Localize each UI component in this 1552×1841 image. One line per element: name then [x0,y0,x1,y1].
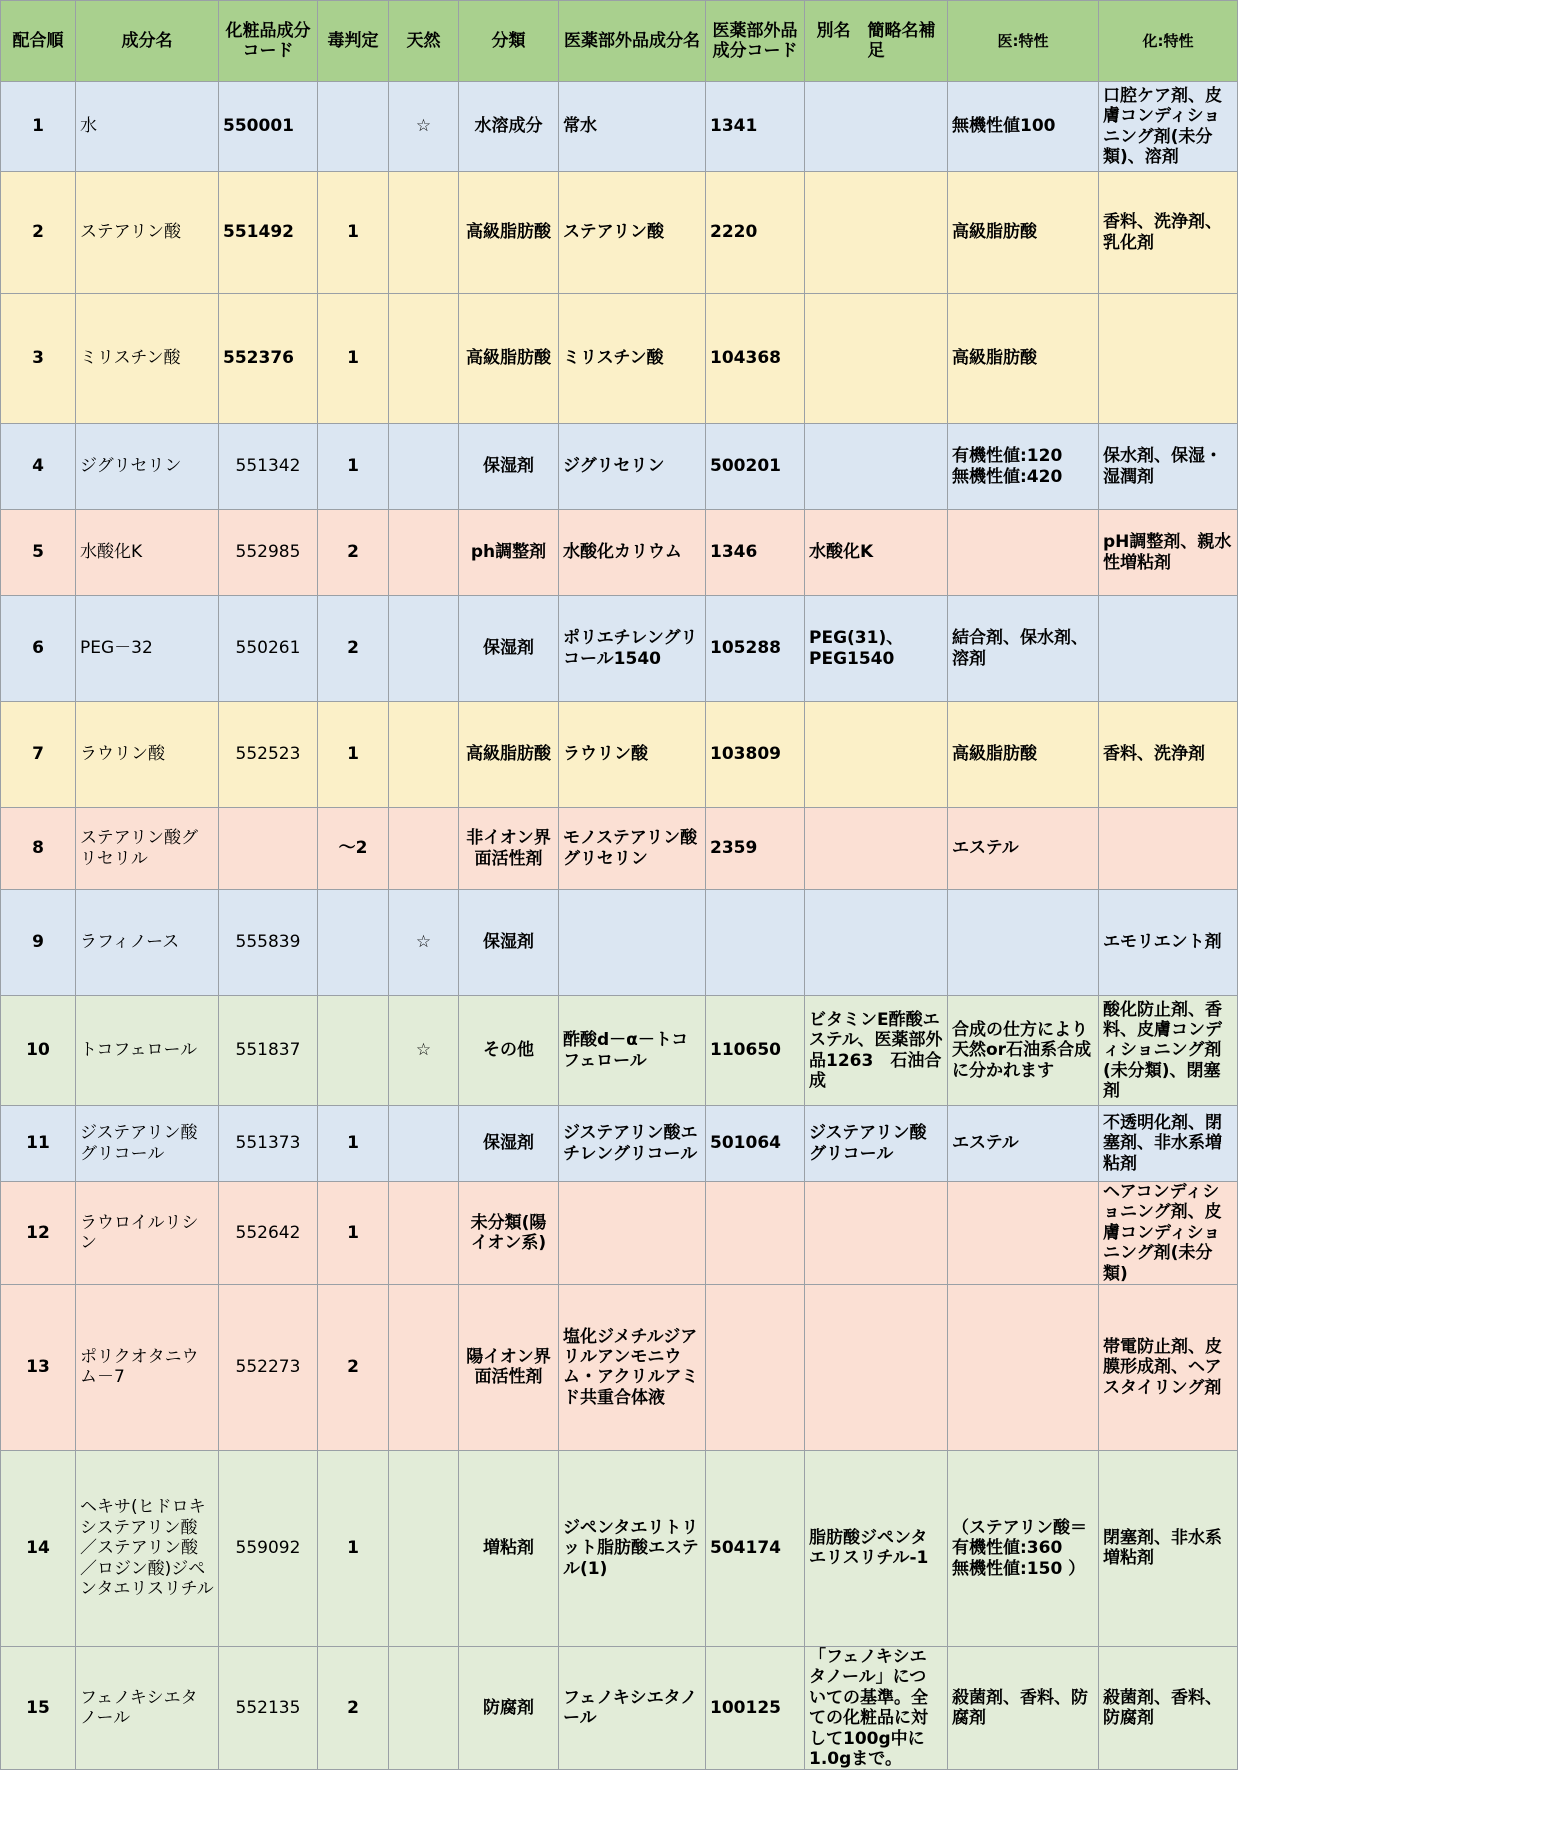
cell-alias[interactable] [805,808,948,890]
cell-quasi-drug-name[interactable]: 水酸化カリウム [559,510,706,596]
cell-category[interactable]: 高級脂肪酸 [459,172,559,294]
table-row [1,1106,1238,1182]
cell-quasi-drug-name[interactable]: 酢酸d－α－トコフェロール [559,996,706,1106]
cell-quasi-drug-name[interactable]: ジステアリン酸エチレングリコール [559,1106,706,1182]
cell-alias[interactable]: PEG(31)、PEG1540 [805,596,948,702]
cell-quasi-drug-code[interactable]: 1341 [706,82,805,172]
cell-quasi-drug-code[interactable]: 500201 [706,424,805,510]
cell-order[interactable]: 4 [1,424,76,510]
cell-ingredient-name[interactable]: PEG－32 [76,596,219,702]
cell-ingredient-name[interactable]: ミリスチン酸 [76,294,219,424]
cell-quasi-drug-name[interactable]: ジグリセリン [559,424,706,510]
cell-alias[interactable]: 「フェノキシエタノール」についての基準。全ての化粧品に対して100g中に1.0gまで。 [805,1646,948,1769]
cell-natural[interactable]: ☆ [389,996,459,1106]
header-row [1,1,1238,82]
cell-cosmetic-code[interactable]: 552985 [219,510,318,596]
cell-natural[interactable] [389,1450,459,1646]
cell-quasi-drug-name[interactable]: ミリスチン酸 [559,294,706,424]
table-row [1,1284,1238,1450]
cell-med-property[interactable]: 高級脂肪酸 [948,172,1099,294]
cell-category[interactable]: 保湿剤 [459,1106,559,1182]
cell-natural[interactable] [389,424,459,510]
cell-cos-property[interactable]: 口腔ケア剤、皮膚コンディショニング剤(未分類)、溶剤 [1099,82,1238,172]
cell-order[interactable]: 2 [1,172,76,294]
cell-cos-property[interactable] [1099,294,1238,424]
cell-ingredient-name[interactable]: トコフェロール [76,996,219,1106]
cell-cosmetic-code[interactable] [219,808,318,890]
header-med-property[interactable]: 医:特性 [948,1,1099,82]
cell-natural[interactable] [389,294,459,424]
cell-category[interactable]: ph調整剤 [459,510,559,596]
cell-quasi-drug-code[interactable]: 103809 [706,702,805,808]
cell-category[interactable]: 高級脂肪酸 [459,702,559,808]
cell-toxicity[interactable]: 2 [318,510,389,596]
table-row [1,890,1238,996]
cell-toxicity[interactable]: 1 [318,294,389,424]
cell-quasi-drug-name[interactable]: ラウリン酸 [559,702,706,808]
cell-quasi-drug-name[interactable]: モノステアリン酸グリセリン [559,808,706,890]
cell-natural[interactable] [389,172,459,294]
cell-category[interactable]: 保湿剤 [459,890,559,996]
cell-ingredient-name[interactable]: ラフィノース [76,890,219,996]
cell-alias[interactable] [805,890,948,996]
cell-category[interactable]: 防腐剤 [459,1646,559,1769]
header-cosmetic-code[interactable]: 化粧品成分コード [219,1,318,82]
cell-ingredient-name[interactable]: 水 [76,82,219,172]
table-row [1,82,1238,172]
cell-toxicity[interactable]: 1 [318,1450,389,1646]
cell-quasi-drug-code[interactable] [706,1182,805,1285]
header-order[interactable]: 配合順 [1,1,76,82]
cell-order[interactable]: 7 [1,702,76,808]
table-row [1,1182,1238,1285]
cell-quasi-drug-name[interactable]: 常水 [559,82,706,172]
table-row [1,1450,1238,1646]
cell-med-property[interactable] [948,510,1099,596]
cell-order[interactable]: 12 [1,1182,76,1285]
cell-ingredient-name[interactable]: ヘキサ(ヒドロキシステアリン酸／ステアリン酸／ロジン酸)ジペンタエリスリチル [76,1450,219,1646]
cell-cos-property[interactable]: 帯電防止剤、皮膜形成剤、ヘアスタイリング剤 [1099,1284,1238,1450]
cell-ingredient-name[interactable]: ラウリン酸 [76,702,219,808]
table-row [1,596,1238,702]
cell-alias[interactable]: 水酸化K [805,510,948,596]
cell-ingredient-name[interactable]: フェノキシエタノール [76,1646,219,1769]
cell-natural[interactable] [389,1182,459,1285]
cell-alias[interactable]: 脂肪酸ジペンタエリスリチル-1 [805,1450,948,1646]
cell-ingredient-name[interactable]: ポリクオタニウム－7 [76,1284,219,1450]
header-natural[interactable]: 天然 [389,1,459,82]
cell-cos-property[interactable] [1099,808,1238,890]
cell-quasi-drug-code[interactable] [706,890,805,996]
cell-cos-property[interactable]: 酸化防止剤、香料、皮膚コンディショニング剤(未分類)、閉塞剤 [1099,996,1238,1106]
cell-med-property[interactable]: 高級脂肪酸 [948,294,1099,424]
cell-natural[interactable] [389,510,459,596]
cell-category[interactable]: 保湿剤 [459,596,559,702]
header-quasi-drug-name[interactable]: 医薬部外品成分名 [559,1,706,82]
cell-cosmetic-code[interactable]: 550261 [219,596,318,702]
table-row [1,294,1238,424]
cell-natural[interactable] [389,1646,459,1769]
table-row [1,702,1238,808]
cell-toxicity[interactable]: 1 [318,424,389,510]
cell-cosmetic-code[interactable]: 552273 [219,1284,318,1450]
cell-ingredient-name[interactable]: 水酸化K [76,510,219,596]
cell-order[interactable]: 3 [1,294,76,424]
cell-category[interactable]: 非イオン界面活性剤 [459,808,559,890]
cell-cos-property[interactable]: 保水剤、保湿・湿潤剤 [1099,424,1238,510]
cell-natural[interactable] [389,808,459,890]
cell-alias[interactable] [805,172,948,294]
cell-cos-property[interactable]: pH調整剤、親水性増粘剤 [1099,510,1238,596]
cell-cosmetic-code[interactable]: 552642 [219,1182,318,1285]
cell-ingredient-name[interactable]: ステアリン酸 [76,172,219,294]
cell-toxicity[interactable]: 1 [318,702,389,808]
cell-category[interactable]: 保湿剤 [459,424,559,510]
cell-cosmetic-code[interactable]: 552376 [219,294,318,424]
cell-toxicity[interactable]: 2 [318,1284,389,1450]
cell-quasi-drug-name[interactable]: ポリエチレングリコール1540 [559,596,706,702]
cell-order[interactable]: 1 [1,82,76,172]
header-ingredient-name[interactable]: 成分名 [76,1,219,82]
cell-med-property[interactable]: 結合剤、保水剤、溶剤 [948,596,1099,702]
cell-med-property[interactable]: 殺菌剤、香料、防腐剤 [948,1646,1099,1769]
header-toxicity[interactable]: 毒判定 [318,1,389,82]
cell-toxicity[interactable]: ～2 [318,808,389,890]
table-row [1,996,1238,1106]
cell-cosmetic-code[interactable]: 552523 [219,702,318,808]
cell-med-property[interactable]: エステル [948,1106,1099,1182]
cell-natural[interactable]: ☆ [389,890,459,996]
cell-quasi-drug-name[interactable]: ジペンタエリトリット脂肪酸エステル(1) [559,1450,706,1646]
cell-med-property[interactable]: 合成の仕方により天然or石油系合成に分かれます [948,996,1099,1106]
cell-toxicity[interactable]: 2 [318,596,389,702]
cell-ingredient-name[interactable]: ステアリン酸グリセリル [76,808,219,890]
cell-quasi-drug-code[interactable]: 2220 [706,172,805,294]
table-body [1,82,1238,1770]
cell-order[interactable]: 13 [1,1284,76,1450]
cell-toxicity[interactable] [318,82,389,172]
cell-alias[interactable] [805,82,948,172]
cell-order[interactable]: 5 [1,510,76,596]
cell-cosmetic-code[interactable]: 551492 [219,172,318,294]
cell-order[interactable]: 9 [1,890,76,996]
cell-cos-property[interactable] [1099,596,1238,702]
cell-cosmetic-code[interactable]: 559092 [219,1450,318,1646]
cell-alias[interactable] [805,1182,948,1285]
cell-cos-property[interactable]: 香料、洗浄剤 [1099,702,1238,808]
cell-order[interactable]: 6 [1,596,76,702]
cell-ingredient-name[interactable]: ジグリセリン [76,424,219,510]
cell-toxicity[interactable]: 1 [318,1106,389,1182]
cell-order[interactable]: 8 [1,808,76,890]
cell-order[interactable]: 15 [1,1646,76,1769]
cell-toxicity[interactable]: 1 [318,1182,389,1285]
cell-quasi-drug-code[interactable]: 105288 [706,596,805,702]
cell-med-property[interactable]: （ステアリン酸＝有機性値:360 無機性値:150 ） [948,1450,1099,1646]
cell-quasi-drug-code[interactable]: 501064 [706,1106,805,1182]
cell-cos-property[interactable]: エモリエント剤 [1099,890,1238,996]
header-quasi-drug-code[interactable]: 医薬部外品成分コード [706,1,805,82]
table-row [1,424,1238,510]
cell-quasi-drug-code[interactable]: 2359 [706,808,805,890]
cell-quasi-drug-code[interactable]: 104368 [706,294,805,424]
cell-order[interactable]: 14 [1,1450,76,1646]
cell-alias[interactable] [805,1284,948,1450]
cell-natural[interactable] [389,702,459,808]
cell-category[interactable]: 陽イオン界面活性剤 [459,1284,559,1450]
cell-quasi-drug-name[interactable] [559,890,706,996]
cell-cosmetic-code[interactable]: 552135 [219,1646,318,1769]
header-cos-property[interactable]: 化:特性 [1099,1,1238,82]
cell-quasi-drug-code[interactable]: 110650 [706,996,805,1106]
cell-quasi-drug-code[interactable]: 1346 [706,510,805,596]
cell-med-property[interactable]: 有機性値:120 無機性値:420 [948,424,1099,510]
cell-ingredient-name[interactable]: ラウロイルリシン [76,1182,219,1285]
table-row [1,1646,1238,1769]
cell-med-property[interactable] [948,890,1099,996]
cell-alias[interactable]: ビタミンE酢酸エステル、医薬部外品1263 石油合成 [805,996,948,1106]
cell-alias[interactable] [805,294,948,424]
cell-category[interactable]: 高級脂肪酸 [459,294,559,424]
cell-alias[interactable]: ジステアリン酸グリコール [805,1106,948,1182]
cell-cos-property[interactable]: 不透明化剤、閉塞剤、非水系増粘剤 [1099,1106,1238,1182]
cell-cosmetic-code[interactable]: 550001 [219,82,318,172]
cell-cosmetic-code[interactable]: 551373 [219,1106,318,1182]
table-row [1,172,1238,294]
cell-order[interactable]: 11 [1,1106,76,1182]
cell-cosmetic-code[interactable]: 551342 [219,424,318,510]
cell-category[interactable]: 水溶成分 [459,82,559,172]
cell-cos-property[interactable]: 閉塞剤、非水系増粘剤 [1099,1450,1238,1646]
cell-natural[interactable]: ☆ [389,82,459,172]
cell-med-property[interactable]: エステル [948,808,1099,890]
cell-med-property[interactable]: 無機性値100 [948,82,1099,172]
cell-quasi-drug-code[interactable] [706,1284,805,1450]
cell-ingredient-name[interactable]: ジステアリン酸グリコール [76,1106,219,1182]
cell-alias[interactable] [805,424,948,510]
cell-natural[interactable] [389,596,459,702]
cell-toxicity[interactable]: 1 [318,172,389,294]
cell-cos-property[interactable]: 殺菌剤、香料、防腐剤 [1099,1646,1238,1769]
cell-category[interactable]: 増粘剤 [459,1450,559,1646]
cell-med-property[interactable] [948,1182,1099,1285]
cell-toxicity[interactable]: 2 [318,1646,389,1769]
header-alias[interactable]: 別名 簡略名補足 [805,1,948,82]
cell-quasi-drug-code[interactable]: 100125 [706,1646,805,1769]
cell-cos-property[interactable]: 香料、洗浄剤、乳化剤 [1099,172,1238,294]
cell-quasi-drug-name[interactable]: フェノキシエタノール [559,1646,706,1769]
cell-toxicity[interactable] [318,890,389,996]
cell-toxicity[interactable] [318,996,389,1106]
cell-category[interactable]: その他 [459,996,559,1106]
cell-quasi-drug-name[interactable]: ステアリン酸 [559,172,706,294]
cell-cosmetic-code[interactable]: 555839 [219,890,318,996]
cell-order[interactable]: 10 [1,996,76,1106]
cell-quasi-drug-name[interactable] [559,1182,706,1285]
cell-natural[interactable] [389,1106,459,1182]
cell-alias[interactable] [805,702,948,808]
table-row [1,510,1238,596]
table-row [1,808,1238,890]
cell-category[interactable]: 未分類(陽イオン系) [459,1182,559,1285]
cell-cos-property[interactable]: ヘアコンディショニング剤、皮膚コンディショニング剤(未分類) [1099,1182,1238,1285]
cell-cosmetic-code[interactable]: 551837 [219,996,318,1106]
cell-med-property[interactable] [948,1284,1099,1450]
cell-med-property[interactable]: 高級脂肪酸 [948,702,1099,808]
cell-quasi-drug-name[interactable]: 塩化ジメチルジアリルアンモニウム・アクリルアミド共重合体液 [559,1284,706,1450]
cell-quasi-drug-code[interactable]: 504174 [706,1450,805,1646]
cell-natural[interactable] [389,1284,459,1450]
header-category[interactable]: 分類 [459,1,559,82]
